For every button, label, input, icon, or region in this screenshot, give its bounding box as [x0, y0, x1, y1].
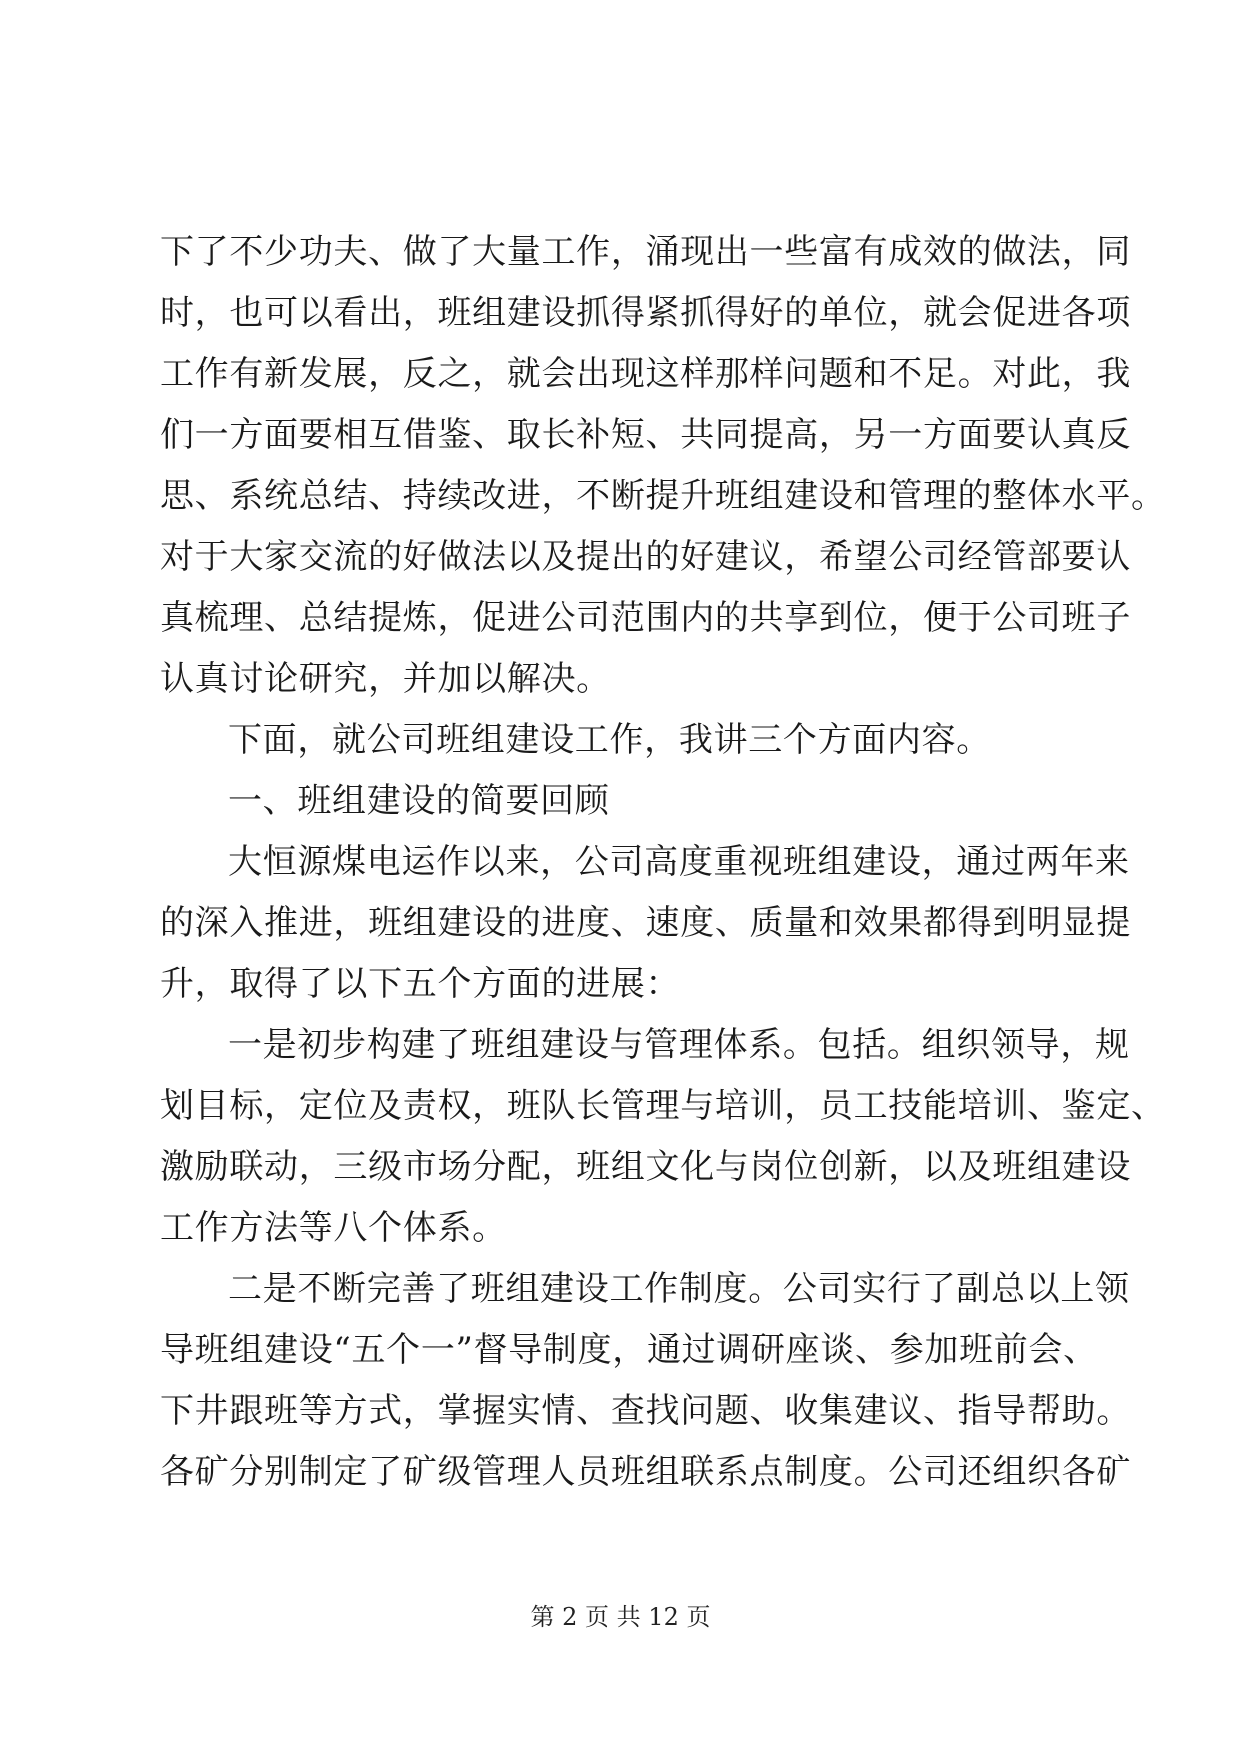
- text-line: 工作方法等八个体系。: [160, 1208, 507, 1248]
- text-line: 认真讨论研究，并加以解决。: [160, 659, 611, 699]
- text-line: 下井跟班等方式，掌握实情、查找问题、收集建议、指导帮助。: [160, 1391, 1132, 1431]
- paragraph: [160, 710, 1084, 771]
- heading-text: 一、班组建设的简要回顾: [228, 781, 610, 821]
- text-line: 升，取得了以下五个方面的进展：: [160, 964, 681, 1004]
- text-line: 下面，就公司班组建设工作，我讲三个方面内容。: [228, 720, 991, 760]
- text-line: 一是初步构建了班组建设与管理体系。包括。组织领导，规: [228, 1025, 1130, 1065]
- paragraph: [160, 1259, 1132, 1503]
- document-body: [160, 222, 1166, 1503]
- text-line: 导班组建设“五个一”督导制度，通过调研座谈、参加班前会、: [160, 1330, 1098, 1370]
- text-line: 对于大家交流的好做法以及提出的好建议，希望公司经管部要认: [160, 537, 1132, 577]
- text-line: 大恒源煤电运作以来，公司高度重视班组建设，通过两年来: [228, 842, 1130, 882]
- text-line: 们一方面要相互借鉴、取长补短、共同提高，另一方面要认真反: [160, 415, 1132, 455]
- paragraph: [160, 222, 1166, 710]
- text-line: 激励联动，三级市场分配，班组文化与岗位创新，以及班组建设: [160, 1147, 1132, 1187]
- text-line: 各矿分别制定了矿级管理人员班组联系点制度。公司还组织各矿: [160, 1452, 1132, 1492]
- text-line: 的深入推进，班组建设的进度、速度、质量和效果都得到明显提: [160, 903, 1132, 943]
- section-heading: [160, 771, 1084, 832]
- text-line: 时，也可以看出，班组建设抓得紧抓得好的单位，就会促进各项: [160, 293, 1132, 333]
- text-line: 工作有新发展，反之，就会出现这样那样问题和不足。对此，我: [160, 354, 1132, 394]
- text-line: 真梳理、总结提炼，促进公司范围内的共享到位，便于公司班子: [160, 598, 1132, 638]
- text-line: 下了不少功夫、做了大量工作，涌现出一些富有成效的做法，同: [160, 232, 1132, 272]
- text-line: 划目标，定位及责权，班队长管理与培训，员工技能培训、鉴定、: [160, 1086, 1166, 1126]
- text-line: 思、系统总结、持续改进，不断提升班组建设和管理的整体水平。: [160, 476, 1166, 516]
- paragraph: [160, 832, 1132, 1015]
- page-number-footer: 第 2 页 共 12 页: [530, 1603, 711, 1631]
- text-line: 二是不断完善了班组建设工作制度。公司实行了副总以上领: [228, 1269, 1130, 1309]
- paragraph: [160, 1015, 1166, 1259]
